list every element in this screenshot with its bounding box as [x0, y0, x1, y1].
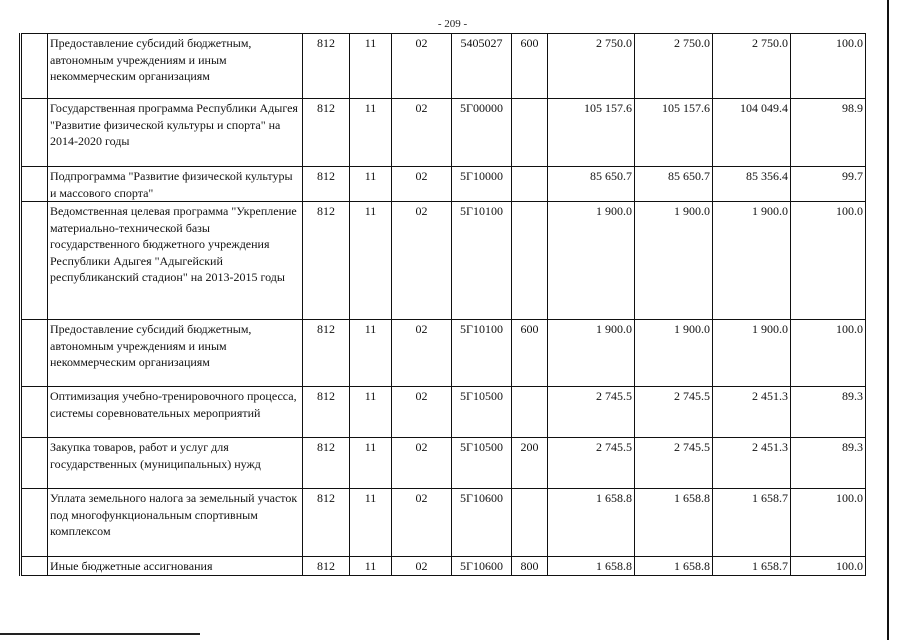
amount-3: 2 451.3: [713, 438, 791, 489]
ministry-code: 812: [303, 387, 350, 438]
right-margin-rule: [887, 0, 889, 640]
section-code: 11: [350, 438, 392, 489]
execution-percent: 100.0: [791, 489, 866, 557]
subsection-code: 02: [392, 34, 452, 99]
ministry-code: 812: [303, 99, 350, 167]
section-code: 11: [350, 557, 392, 576]
subsection-code: 02: [392, 387, 452, 438]
subsection-code: 02: [392, 167, 452, 202]
row-name: Предоставление субсидий бюджетным, автономным учреждениям и иным некоммерческим организациям: [48, 320, 303, 387]
amount-3: 1 900.0: [713, 202, 791, 320]
target-code: 5Г10500: [452, 387, 512, 438]
target-code: 5Г10600: [452, 557, 512, 576]
execution-percent: 100.0: [791, 557, 866, 576]
amount-2: 1 900.0: [635, 320, 713, 387]
execution-percent: 100.0: [791, 320, 866, 387]
amount-2: 85 650.7: [635, 167, 713, 202]
row-name: Подпрограмма "Развитие физической культуры и массового спорта": [48, 167, 303, 202]
amount-2: 2 750.0: [635, 34, 713, 99]
amount-3: 1 658.7: [713, 557, 791, 576]
amount-2: 1 658.8: [635, 557, 713, 576]
footer-rule: [0, 633, 200, 635]
subsection-code: 02: [392, 202, 452, 320]
execution-percent: 100.0: [791, 34, 866, 99]
row-name: Иные бюджетные ассигнования: [48, 557, 303, 576]
table-row: [21, 438, 866, 489]
table-row: [21, 34, 866, 99]
amount-3: 2 451.3: [713, 387, 791, 438]
execution-percent: 98.9: [791, 99, 866, 167]
row-name: Ведомственная целевая программа "Укрепление материально-технической базы государственного бюджетного учреждения Республики Адыгея "Адыгейский республиканский стадион" на 2013-2015 годы: [48, 202, 303, 320]
amount-3: 2 750.0: [713, 34, 791, 99]
expense-type-code: 800: [512, 557, 548, 576]
amount-2: 2 745.5: [635, 438, 713, 489]
amount-1: 2 745.5: [548, 438, 635, 489]
amount-2: 1 900.0: [635, 202, 713, 320]
execution-percent: 89.3: [791, 387, 866, 438]
amount-2: 2 745.5: [635, 387, 713, 438]
table-row: [21, 489, 866, 557]
expense-type-code: [512, 167, 548, 202]
table-row: [21, 167, 866, 202]
section-code: 11: [350, 489, 392, 557]
amount-1: 2 750.0: [548, 34, 635, 99]
subsection-code: 02: [392, 320, 452, 387]
subsection-code: 02: [392, 557, 452, 576]
row-name: Оптимизация учебно-тренировочного процесса, системы соревновательных мероприятий: [48, 387, 303, 438]
row-index-cell: [21, 438, 48, 489]
row-index-cell: [21, 557, 48, 576]
target-code: 5405027: [452, 34, 512, 99]
row-index-cell: [21, 99, 48, 167]
amount-1: 1 900.0: [548, 202, 635, 320]
amount-1: 1 900.0: [548, 320, 635, 387]
section-code: 11: [350, 320, 392, 387]
row-name: Уплата земельного налога за земельный участок под многофункциональным спортивным комплексом: [48, 489, 303, 557]
expense-type-code: 600: [512, 320, 548, 387]
ministry-code: 812: [303, 489, 350, 557]
ministry-code: 812: [303, 438, 350, 489]
target-code: 5Г00000: [452, 99, 512, 167]
amount-1: 2 745.5: [548, 387, 635, 438]
ministry-code: 812: [303, 167, 350, 202]
execution-percent: 100.0: [791, 202, 866, 320]
section-code: 11: [350, 34, 392, 99]
amount-1: 1 658.8: [548, 557, 635, 576]
amount-3: 104 049.4: [713, 99, 791, 167]
target-code: 5Г10100: [452, 202, 512, 320]
amount-3: 1 658.7: [713, 489, 791, 557]
expense-type-code: 600: [512, 34, 548, 99]
execution-percent: 99.7: [791, 167, 866, 202]
budget-table: [19, 33, 866, 576]
expense-type-code: [512, 489, 548, 557]
amount-3: 85 356.4: [713, 167, 791, 202]
target-code: 5Г10100: [452, 320, 512, 387]
row-index-cell: [21, 489, 48, 557]
expense-type-code: 200: [512, 438, 548, 489]
row-name: Закупка товаров, работ и услуг для государственных (муниципальных) нужд: [48, 438, 303, 489]
table-row: [21, 99, 866, 167]
row-index-cell: [21, 320, 48, 387]
section-code: 11: [350, 202, 392, 320]
ministry-code: 812: [303, 202, 350, 320]
expense-type-code: [512, 99, 548, 167]
row-name: Предоставление субсидий бюджетным, автономным учреждениям и иным некоммерческим организациям: [48, 34, 303, 99]
table-row: [21, 387, 866, 438]
ministry-code: 812: [303, 320, 350, 387]
amount-2: 1 658.8: [635, 489, 713, 557]
table-row: [21, 320, 866, 387]
section-code: 11: [350, 387, 392, 438]
row-name: Государственная программа Республики Адыгея "Развитие физической культуры и спорта" на 2014-2020 годы: [48, 99, 303, 167]
subsection-code: 02: [392, 438, 452, 489]
expense-type-code: [512, 387, 548, 438]
row-index-cell: [21, 34, 48, 99]
amount-1: 85 650.7: [548, 167, 635, 202]
row-index-cell: [21, 167, 48, 202]
target-code: 5Г10500: [452, 438, 512, 489]
amount-2: 105 157.6: [635, 99, 713, 167]
page-number: - 209 -: [437, 18, 468, 30]
section-code: 11: [350, 167, 392, 202]
subsection-code: 02: [392, 99, 452, 167]
row-index-cell: [21, 202, 48, 320]
subsection-code: 02: [392, 489, 452, 557]
amount-1: 1 658.8: [548, 489, 635, 557]
target-code: 5Г10600: [452, 489, 512, 557]
amount-3: 1 900.0: [713, 320, 791, 387]
section-code: 11: [350, 99, 392, 167]
target-code: 5Г10000: [452, 167, 512, 202]
ministry-code: 812: [303, 557, 350, 576]
row-index-cell: [21, 387, 48, 438]
table-row: [21, 557, 866, 576]
expense-type-code: [512, 202, 548, 320]
amount-1: 105 157.6: [548, 99, 635, 167]
execution-percent: 89.3: [791, 438, 866, 489]
table-row: [21, 202, 866, 320]
ministry-code: 812: [303, 34, 350, 99]
